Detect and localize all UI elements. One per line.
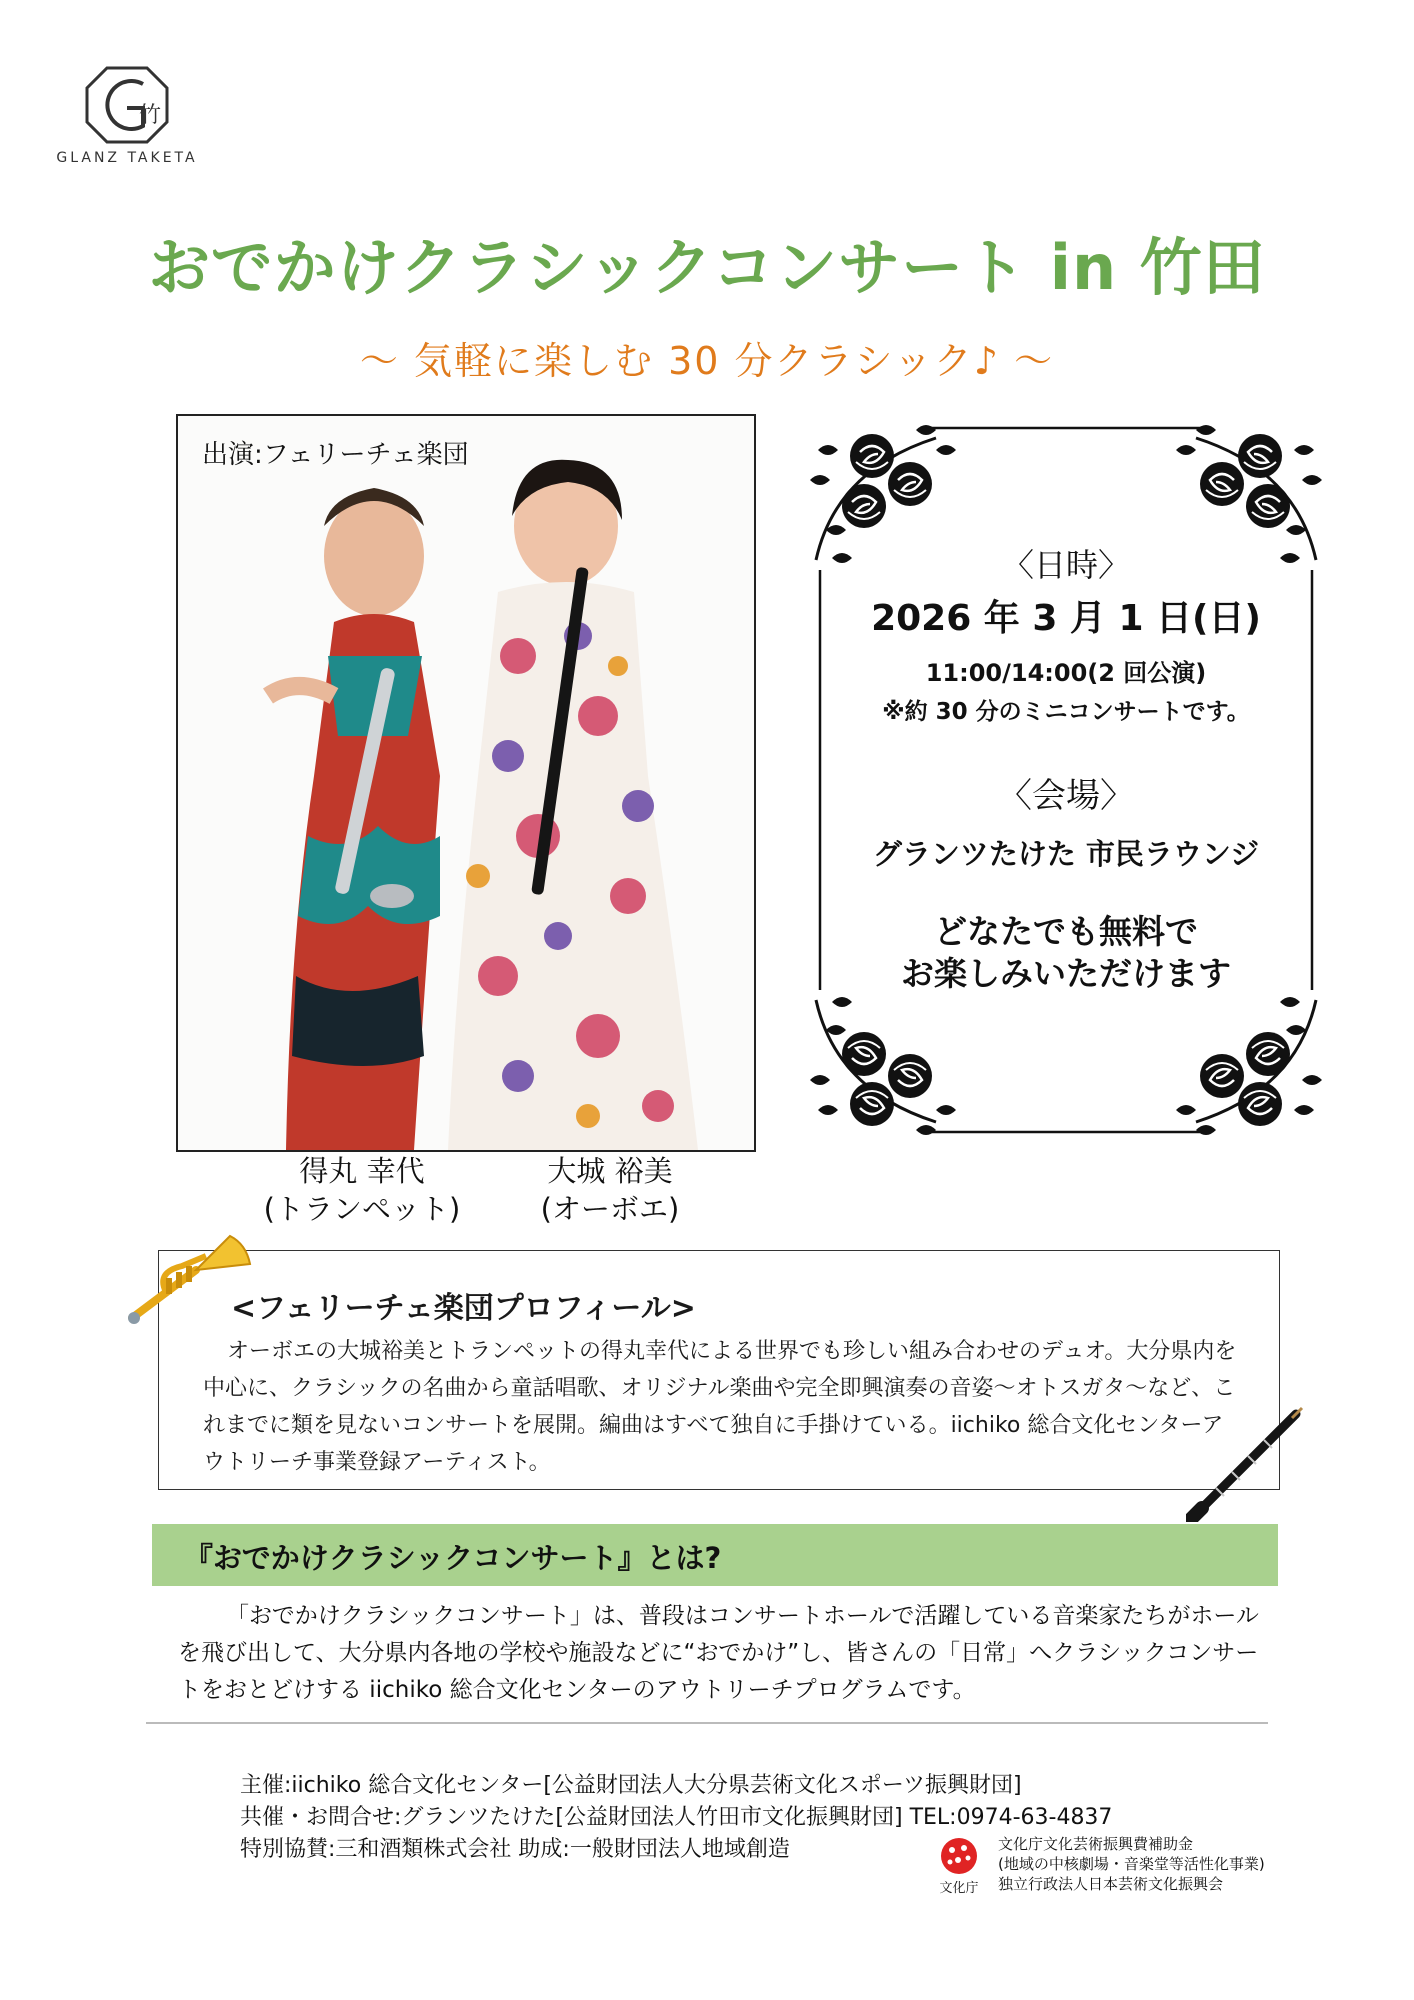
divider: [146, 1722, 1268, 1724]
performer-1: [262, 1152, 462, 1228]
performer-2: [510, 1152, 710, 1228]
bunka-line-1: 文化庁文化芸術振興費補助金: [998, 1835, 1194, 1853]
date-heading: 〈日時〉: [1001, 546, 1130, 584]
profile-section: [158, 1250, 1280, 1490]
about-title: 『おでかけクラシックコンサート』とは?: [184, 1541, 722, 1575]
bunka-logo-text: 文化庁: [939, 1881, 979, 1896]
svg-text:竹: 竹: [139, 103, 162, 128]
event-date: 2026 年 3 月 1 日(日): [871, 598, 1261, 639]
performer-1-instrument: (トランペット): [263, 1192, 461, 1226]
bunka-line-2: (地域の中核劇場・音楽堂等活性化事業): [998, 1855, 1265, 1873]
free-admission-line2: お楽しみいただけます: [901, 954, 1231, 993]
trumpet-icon: [126, 1222, 256, 1328]
about-section-header: [152, 1524, 1278, 1586]
about-text: 「おでかけクラシックコンサート」は、普段はコンサートホールで活躍している音楽家たちがホールを飛び出して、大分県内各地の学校や施設などに“おでかけ”し、皆さんの「日常」へクラシックコンサートをおとどけする iichiko 総合文化センターのアウトリーチプログラムです。: [178, 1603, 1259, 1703]
performer-1-name: 得丸 幸代: [299, 1154, 425, 1188]
free-admission-line1: どなたでも無料で: [934, 912, 1198, 951]
venue-name: グランツたけた 市民ラウンジ: [872, 837, 1260, 871]
bunka-grant-text: [998, 1834, 1265, 1894]
organizer-line: 主催:iichiko 総合文化センター[公益財団法人大分県芸術文化スポーツ振興財団]: [240, 1773, 1022, 1798]
duration-note: ※約 30 分のミニコンサートです。: [882, 699, 1250, 725]
co-organizer-line: 共催・お問合せ:グランツたけた[公益財団法人竹田市文化振興財団] TEL:0974-63-4837: [240, 1805, 1113, 1830]
oboe-icon: [1186, 1404, 1306, 1522]
sponsor-line: 特別協賛:三和酒類株式会社 助成:一般財団法人地域創造: [240, 1837, 790, 1862]
performer-2-instrument: (オーボエ): [540, 1192, 680, 1226]
performer-2-name: 大城 裕美: [547, 1154, 673, 1188]
event-times: 11:00/14:00(2 回公演): [925, 659, 1207, 687]
agency-for-cultural-affairs-logo: [926, 1834, 992, 1898]
glanz-taketa-logo: [52, 62, 202, 174]
performer-label: 出演:フェリーチェ楽団: [202, 440, 469, 470]
venue-heading: 〈会場〉: [998, 776, 1134, 816]
page-title: おでかけクラシックコンサート in 竹田: [148, 231, 1266, 304]
performer-photo-image: [178, 416, 754, 1150]
glanz-logo-icon: [77, 62, 177, 148]
logo-text: GLANZ TAKETA: [56, 150, 198, 166]
page-subtitle: ～ 気軽に楽しむ 30 分クラシック♪ ～: [359, 339, 1055, 383]
profile-title: <フェリーチェ楽団プロフィール>: [231, 1291, 696, 1326]
profile-text: オーボエの大城裕美とトランペットの得丸幸代による世界でも珍しい組み合わせのデュオ。大分県内を中心に、クラシックの名曲から童話唱歌、オリジナル楽曲や完全即興演奏の音姿～オトスガタ～など、これまでに類を見ないコンサートを展開。編曲はすべて独自に手掛けている。iichiko 総合文化センターアウトリーチ事業登録アーティスト。: [203, 1339, 1237, 1475]
bunka-line-3: 独立行政法人日本芸術文化振興会: [998, 1875, 1224, 1893]
performer-photo: [176, 414, 756, 1152]
event-info-frame: [806, 410, 1326, 1150]
